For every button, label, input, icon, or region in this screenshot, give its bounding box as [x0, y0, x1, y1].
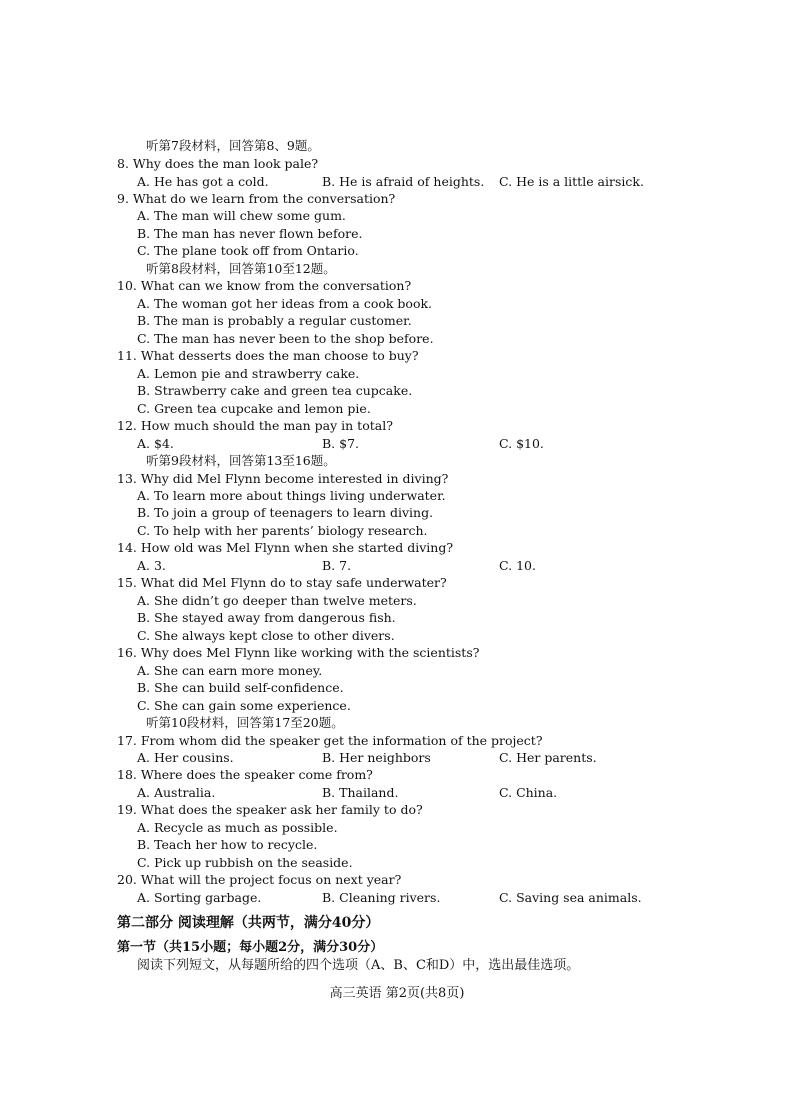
option-a: A. Australia.	[137, 785, 216, 800]
option-a: A. To learn more about things living underwater.	[137, 488, 446, 503]
page-footer: 高三英语 第2页(共8页)	[329, 986, 465, 1001]
part-two-title: 第二部分 阅读理解（共两节，满分40分）	[117, 915, 380, 931]
question-stem: 11. What desserts does the man choose to buy?	[117, 348, 419, 363]
option-a: A. The man will chew some gum.	[137, 208, 346, 223]
option-b: B. She can build self-confidence.	[137, 680, 344, 695]
option-a: A. The woman got her ideas from a cook book.	[137, 296, 433, 311]
option-c: C. He is a little airsick.	[499, 174, 644, 189]
option-b: B. 7.	[322, 558, 352, 573]
options-row	[0, 436, 794, 452]
option-a: A. She can earn more money.	[137, 663, 323, 678]
section-heading: 听第7段材料，回答第8、9题。	[146, 138, 320, 153]
option-c: C. Green tea cupcake and lemon pie.	[137, 401, 371, 416]
question-stem: 10. What can we know from the conversation?	[117, 278, 412, 293]
option-b: B. Strawberry cake and green tea cupcake.	[137, 383, 413, 398]
option-c: C. The plane took off from Ontario.	[137, 243, 359, 258]
option-b: B. Thailand.	[322, 785, 399, 800]
option-a: A. Lemon pie and strawberry cake.	[137, 366, 360, 381]
option-a: A. Her cousins.	[137, 750, 234, 765]
options-row	[0, 890, 794, 906]
options-row	[0, 558, 794, 574]
question-stem: 16. Why does Mel Flynn like working with the scientists?	[117, 645, 480, 660]
question-stem: 12. How much should the man pay in total?	[117, 418, 393, 433]
option-a: A. He has got a cold.	[137, 174, 269, 189]
options-row	[0, 750, 794, 766]
option-c: C. 10.	[499, 558, 536, 573]
option-b: B. Teach her how to recycle.	[137, 837, 318, 852]
question-stem: 15. What did Mel Flynn do to stay safe underwater?	[117, 575, 447, 590]
option-b: B. Her neighbors	[322, 750, 431, 765]
options-row	[0, 785, 794, 801]
option-c: C. Saving sea animals.	[499, 890, 642, 905]
option-b: B. She stayed away from dangerous fish.	[137, 610, 396, 625]
option-a: A. Sorting garbage.	[137, 890, 262, 905]
question-stem: 19. What does the speaker ask her family to do?	[117, 802, 423, 817]
section-one-title: 第一节（共15小题；每小题2分，满分30分）	[117, 940, 384, 955]
section-heading: 听第10段材料，回答第17至20题。	[146, 715, 344, 730]
option-c: C. Pick up rubbish on the seaside.	[137, 855, 353, 870]
option-a: A. She didn’t go deeper than twelve meters.	[137, 593, 417, 608]
option-b: B. The man is probably a regular customer.	[137, 313, 412, 328]
question-stem: 8. Why does the man look pale?	[117, 156, 319, 171]
question-stem: 14. How old was Mel Flynn when she started diving?	[117, 540, 454, 555]
option-c: C. To help with her parents’ biology research.	[137, 523, 428, 538]
option-c: C. She can gain some experience.	[137, 698, 351, 713]
option-a: A. 3.	[137, 558, 166, 573]
option-a: A. Recycle as much as possible.	[137, 820, 338, 835]
option-c: C. China.	[499, 785, 558, 800]
option-c: C. Her parents.	[499, 750, 597, 765]
options-row	[0, 174, 794, 190]
option-b: B. $7.	[322, 436, 360, 451]
option-c: C. The man has never been to the shop before.	[137, 331, 434, 346]
option-b: B. Cleaning rivers.	[322, 890, 441, 905]
question-stem: 18. Where does the speaker come from?	[117, 767, 373, 782]
option-c: C. She always kept close to other divers.	[137, 628, 395, 643]
option-b: B. To join a group of teenagers to learn diving.	[137, 505, 434, 520]
option-a: A. $4.	[137, 436, 174, 451]
reading-instruction: 阅读下列短文，从每题所给的四个选项（A、B、C和D）中，选出最佳选项。	[137, 958, 580, 973]
section-heading: 听第9段材料，回答第13至16题。	[146, 453, 336, 468]
question-stem: 13. Why did Mel Flynn become interested in diving?	[117, 471, 449, 486]
option-b: B. The man has never flown before.	[137, 226, 363, 241]
question-stem: 20. What will the project focus on next year?	[117, 872, 402, 887]
section-heading: 听第8段材料，回答第10至12题。	[146, 261, 336, 276]
option-b: B. He is afraid of heights.	[322, 174, 485, 189]
option-c: C. $10.	[499, 436, 544, 451]
question-stem: 17. From whom did the speaker get the information of the project?	[117, 733, 543, 748]
question-stem: 9. What do we learn from the conversation?	[117, 191, 396, 206]
